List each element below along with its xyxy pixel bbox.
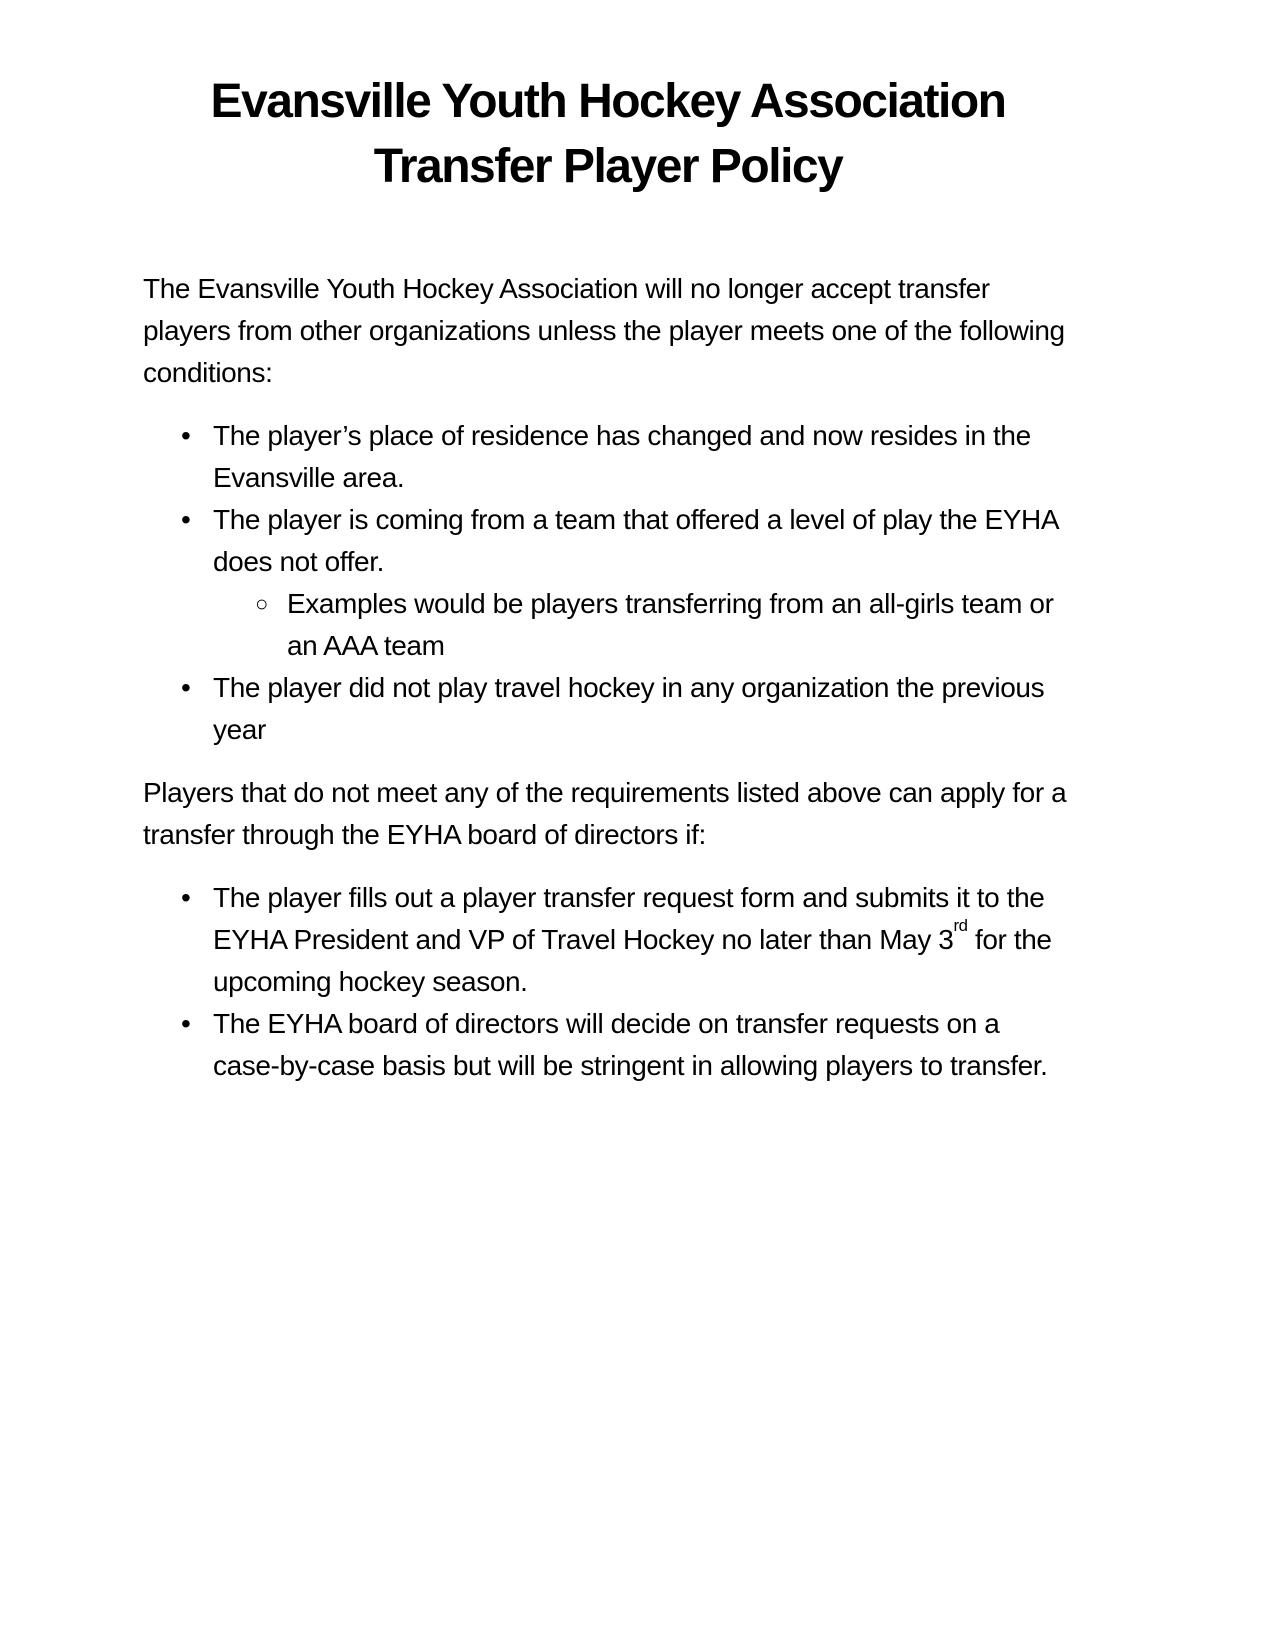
sub-list-item bbox=[143, 583, 1073, 667]
list-item bbox=[143, 667, 1073, 751]
list-item-text bbox=[213, 882, 1052, 997]
title-line-2: Transfer Player Policy bbox=[373, 139, 843, 193]
list-item bbox=[143, 877, 1073, 1003]
sub-list-item-text: Examples would be players transferring from an all-girls team or an AAA team bbox=[287, 587, 1054, 661]
bullet-icon: • bbox=[181, 503, 191, 535]
superscript-ordinal: rd bbox=[953, 915, 968, 935]
bullet-icon: • bbox=[181, 671, 191, 703]
apply-list bbox=[143, 877, 1073, 1087]
circle-bullet-icon: ○ bbox=[255, 590, 268, 616]
list-item-text: The player’s place of residence has changed and now resides in the Evansville area. bbox=[213, 419, 1031, 493]
list-item-text-after: for the upcoming hockey season. bbox=[213, 923, 1052, 997]
list-item-text: The player did not play travel hockey in any organization the previous year bbox=[213, 671, 1045, 745]
intro-paragraph: The Evansville Youth Hockey Association will no longer accept transfer players from other organizations unless the player meets one of the following conditions: bbox=[143, 272, 1065, 388]
apply-paragraph: Players that do not meet any of the requirements listed above can apply for a transfer through the EYHA board of directors if: bbox=[143, 776, 1067, 850]
list-item bbox=[143, 1003, 1073, 1087]
bullet-icon: • bbox=[181, 1007, 191, 1039]
list-item-text-before: The player fills out a player transfer request form and submits it to the EYHA President and VP of Travel Hockey no later than May 3 bbox=[213, 881, 1045, 955]
list-item-text: The EYHA board of directors will decide on transfer requests on a case-by-case basis but will be stringent in allowing players to transfer. bbox=[213, 1007, 1048, 1081]
conditions-list bbox=[143, 415, 1073, 751]
bullet-icon: • bbox=[181, 419, 191, 451]
document-title bbox=[143, 70, 1073, 200]
document-content bbox=[143, 70, 1073, 1087]
list-item-text: The player is coming from a team that offered a level of play the EYHA does not offer. bbox=[213, 503, 1058, 577]
title-line-1: Evansville Youth Hockey Association bbox=[210, 75, 1006, 128]
bullet-icon: • bbox=[181, 881, 191, 913]
list-item bbox=[143, 499, 1073, 583]
list-item bbox=[143, 415, 1073, 499]
